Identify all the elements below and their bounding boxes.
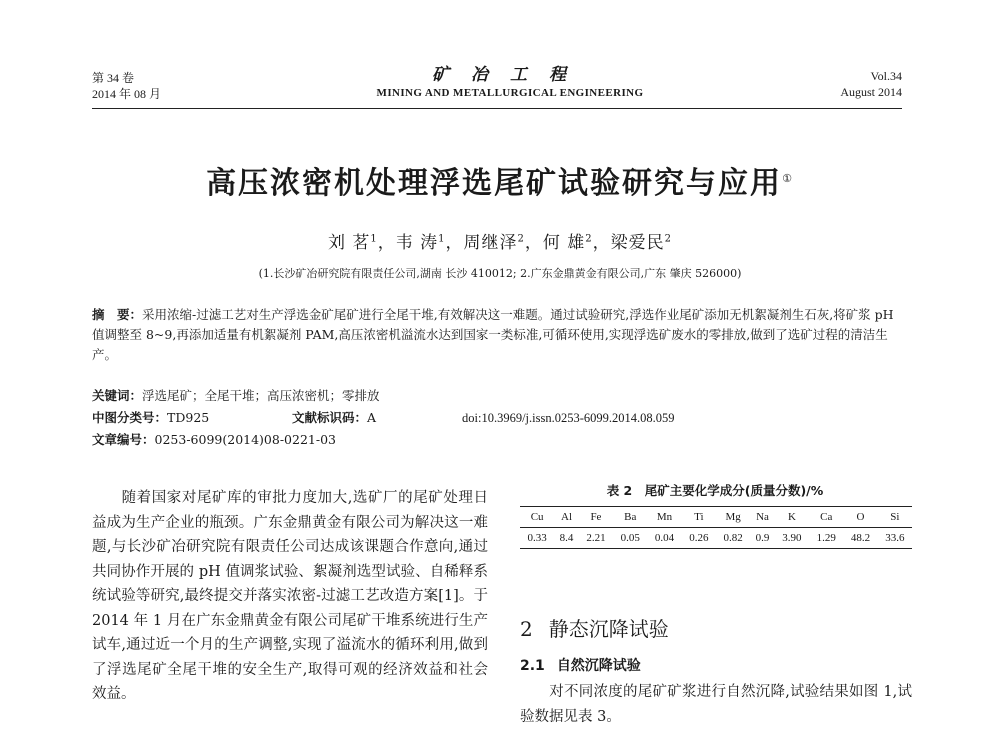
keywords-label: 关键词： — [92, 388, 143, 403]
doi: doi:10.3969/j.issn.0253-6099.2014.08.059 — [462, 411, 675, 425]
table-cell: 0.26 — [689, 532, 709, 544]
table-header-cell: Al — [561, 511, 573, 523]
header-right — [840, 68, 902, 100]
subsection-number: 2.1 — [520, 658, 545, 674]
volume-en: Vol.34 — [870, 69, 902, 83]
article-number-value: 0253-6099(2014)08-0221-03 — [154, 432, 336, 447]
table-header-cell: Ba — [624, 511, 637, 523]
composition-table — [520, 506, 912, 549]
table-cell: 0.82 — [723, 532, 743, 544]
table-cell: 48.2 — [850, 532, 871, 544]
table-cell: 0.04 — [654, 532, 675, 544]
table-header-cell: Ca — [820, 511, 833, 523]
keywords-text: 浮选尾矿；全尾干堆；高压浓密机；零排放 — [142, 388, 380, 403]
header-rule — [92, 108, 902, 109]
author-name: 刘 茗 — [327, 233, 371, 253]
table-cell: 8.4 — [559, 532, 574, 544]
table-cell: 0.33 — [527, 532, 547, 544]
title-footnote-mark: ① — [782, 172, 794, 185]
journal-header — [320, 64, 700, 100]
keywords — [92, 386, 380, 406]
table-header-cell: Ti — [694, 511, 704, 523]
volume-cn: 第 34 卷 — [92, 71, 135, 85]
author-name: 何 雄 — [542, 233, 586, 253]
table-cell: 1.29 — [816, 532, 836, 544]
section-title: 静态沉降试验 — [548, 617, 669, 641]
author-name: 韦 涛 — [395, 233, 439, 253]
table-header-cell: Na — [756, 511, 769, 523]
author-list — [0, 228, 1000, 253]
date-en: August 2014 — [840, 85, 902, 99]
author-affiliation-mark: 2 — [664, 233, 673, 245]
table-header-cell: Si — [890, 511, 900, 523]
section-heading — [520, 613, 669, 642]
subsection-title: 自然沉降试验 — [556, 658, 641, 674]
clc-number — [92, 408, 209, 428]
author-separator: ， — [592, 233, 611, 253]
table-header-row — [520, 507, 912, 528]
table-cell: 0.9 — [755, 532, 770, 544]
author-separator: ， — [377, 233, 396, 253]
table-caption: 表 2 尾矿主要化学成分(质量分数)/% — [606, 483, 824, 498]
paper-title — [0, 158, 1000, 202]
section-text: 对不同浓度的尾矿矿浆进行自然沉降,试验结果如图 1,试验数据见表 3。 — [520, 684, 912, 725]
author-name: 梁爱民 — [610, 233, 665, 253]
author-name: 周继泽 — [463, 233, 518, 253]
table-cell: 2.21 — [586, 532, 606, 544]
section-number: 2 — [520, 617, 533, 641]
article-number — [92, 430, 336, 450]
table-cell: 33.6 — [885, 532, 905, 544]
subsection-heading — [520, 655, 641, 675]
author-affiliation-mark: 1 — [438, 233, 446, 245]
table-row — [520, 528, 912, 549]
table-header-cell: Cu — [530, 511, 544, 523]
doc-code-label: 文献标识码： — [292, 410, 368, 425]
abstract — [92, 305, 904, 365]
author-affiliation-mark: 2 — [585, 233, 593, 245]
table-cell: 0.05 — [620, 532, 640, 544]
introduction-paragraph — [92, 486, 488, 707]
clc-value: TD925 — [167, 410, 210, 425]
journal-name-cn: 矿冶工程 — [432, 65, 588, 85]
table-header-cell: O — [856, 511, 865, 523]
abstract-label: 摘 要： — [92, 307, 143, 322]
author-separator: ， — [445, 233, 464, 253]
author-affiliation-mark: 1 — [370, 233, 378, 245]
affiliations: (1.长沙矿冶研究院有限责任公司,湖南 长沙 410012; 2.广东金鼎黄金有限公司,广东 肇庆 526000) — [258, 267, 742, 280]
document-code — [292, 408, 376, 428]
date-cn: 2014 年 08 月 — [92, 87, 162, 101]
section-paragraph — [520, 680, 912, 729]
author-affiliation-mark: 2 — [517, 233, 525, 245]
journal-name-en: MINING AND METALLURGICAL ENGINEERING — [376, 87, 644, 99]
article-number-label: 文章编号： — [92, 432, 155, 447]
table-header-cell: K — [787, 511, 796, 523]
table-header-cell: Fe — [590, 511, 602, 523]
doc-code-value: A — [367, 410, 377, 425]
clc-label: 中图分类号： — [92, 410, 168, 425]
table-header-cell: Mg — [725, 511, 741, 523]
title-text: 高压浓密机处理浮选尾矿试验研究与应用 — [206, 166, 783, 201]
header-left — [92, 70, 161, 102]
table-header-cell: Mn — [656, 511, 673, 523]
table-cell: 3.90 — [782, 532, 802, 544]
author-separator: ， — [524, 233, 543, 253]
introduction-text: 随着国家对尾矿库的审批力度加大,选矿厂的尾矿处理日益成为生产企业的瓶颈。广东金鼎黄金有限公司为解决这一难题,与长沙矿冶研究院有限责任公司达成该课题合作意向,通过共同协作开展的 pH 值调浆试验、絮凝剂选型试验、自稀释系统试验等研究,最终提交并落实浓密-过滤工艺改造方案[1]。于 2014 年 1 月在广东金鼎黄金有限公司尾矿干堆系统进行生产试车,通过近一个月的生产调整,实现了溢流水的循环利用,做到了浮选尾矿全尾干堆的安全生产,取得可观的经济效益和社会效益。 — [92, 490, 488, 702]
abstract-text: 采用浓缩-过滤工艺对生产浮选金矿尾矿进行全尾干堆,有效解决这一难题。通过试验研究,浮选作业尾矿添加无机絮凝剂生石灰,将矿浆 pH 值调整至 8~9,再添加适量有机絮凝剂 PAM,高压浓密机溢流水达到国家一类标准,可循环使用,实现浮选矿废水的零排放,做到了选矿过程的清洁生产。 — [92, 307, 894, 362]
